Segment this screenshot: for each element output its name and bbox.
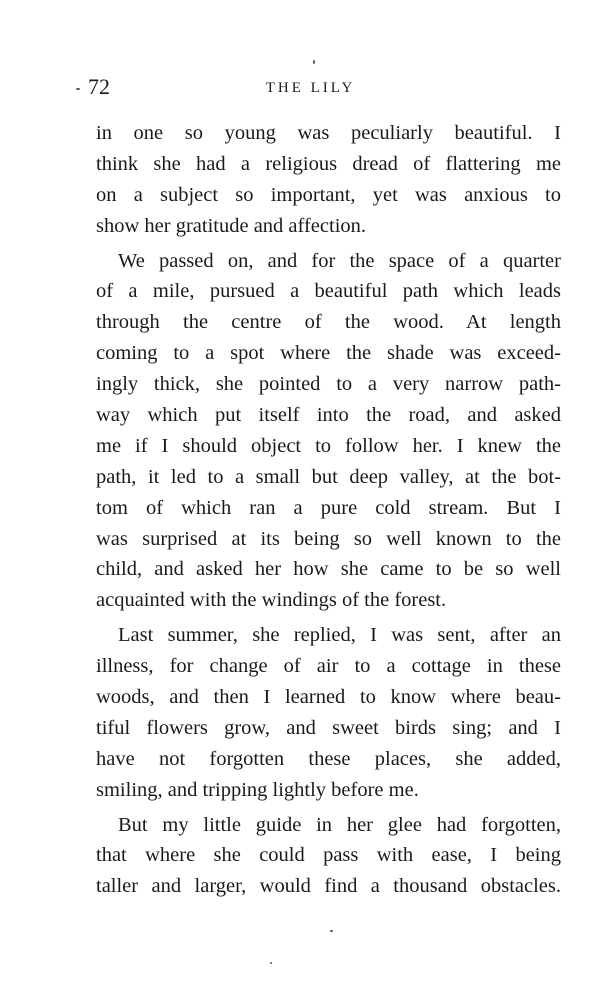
text-line: have not forgotten these places, she added,: [96, 747, 561, 770]
print-speck: [270, 962, 272, 964]
running-title: THE LILY: [265, 80, 356, 96]
text-line: taller and larger, would find a thousand obstacles.: [96, 875, 561, 898]
print-speck: [313, 60, 315, 64]
text-line: illness, for change of air to a cottage in these: [96, 655, 561, 678]
body-text: [96, 118, 561, 902]
text-line: was surprised at its being so well known to the: [96, 527, 561, 550]
running-head: [0, 72, 597, 102]
text-line: me if I should object to follow her. I knew the: [96, 434, 561, 457]
text-line: show her gratitude and affection.: [96, 214, 367, 237]
text-line: think she had a religious dread of flattering me: [96, 152, 561, 175]
text-line: tom of which ran a pure cold stream. But I: [96, 496, 561, 519]
text-line: acquainted with the windings of the forest.: [96, 589, 447, 612]
text-line: on a subject so important, yet was anxious to: [96, 183, 561, 206]
paragraph: [96, 118, 561, 242]
text-line: of a mile, pursued a beautiful path which leads: [96, 280, 561, 303]
text-line: that where she could pass with ease, I being: [96, 844, 561, 867]
text-line: smiling, and tripping lightly before me.: [96, 778, 419, 801]
paragraph: [96, 620, 561, 805]
text-line: through the centre of the wood. At length: [96, 311, 561, 334]
page-number: 72: [88, 74, 110, 99]
paragraph: [96, 810, 561, 903]
text-line: We passed on, and for the space of a quarter: [118, 249, 561, 272]
text-line: way which put itself into the road, and asked: [96, 404, 561, 427]
text-line: ingly thick, she pointed to a very narrow path-: [96, 373, 561, 396]
text-line: in one so young was peculiarly beautiful. I: [96, 122, 561, 144]
paragraph: [96, 246, 561, 617]
text-line: Last summer, she replied, I was sent, after an: [118, 624, 561, 647]
text-line: path, it led to a small but deep valley, at the bot-: [96, 465, 561, 488]
print-speck: [76, 88, 80, 90]
text-line: But my little guide in her glee had forgotten,: [118, 813, 561, 836]
text-line: coming to a spot where the shade was exceed-: [96, 342, 561, 365]
text-line: tiful flowers grow, and sweet birds sing; and I: [96, 716, 561, 739]
text-line: woods, and then I learned to know where beau-: [96, 686, 561, 709]
print-speck: [330, 930, 333, 932]
text-line: child, and asked her how she came to be so well: [96, 558, 561, 581]
